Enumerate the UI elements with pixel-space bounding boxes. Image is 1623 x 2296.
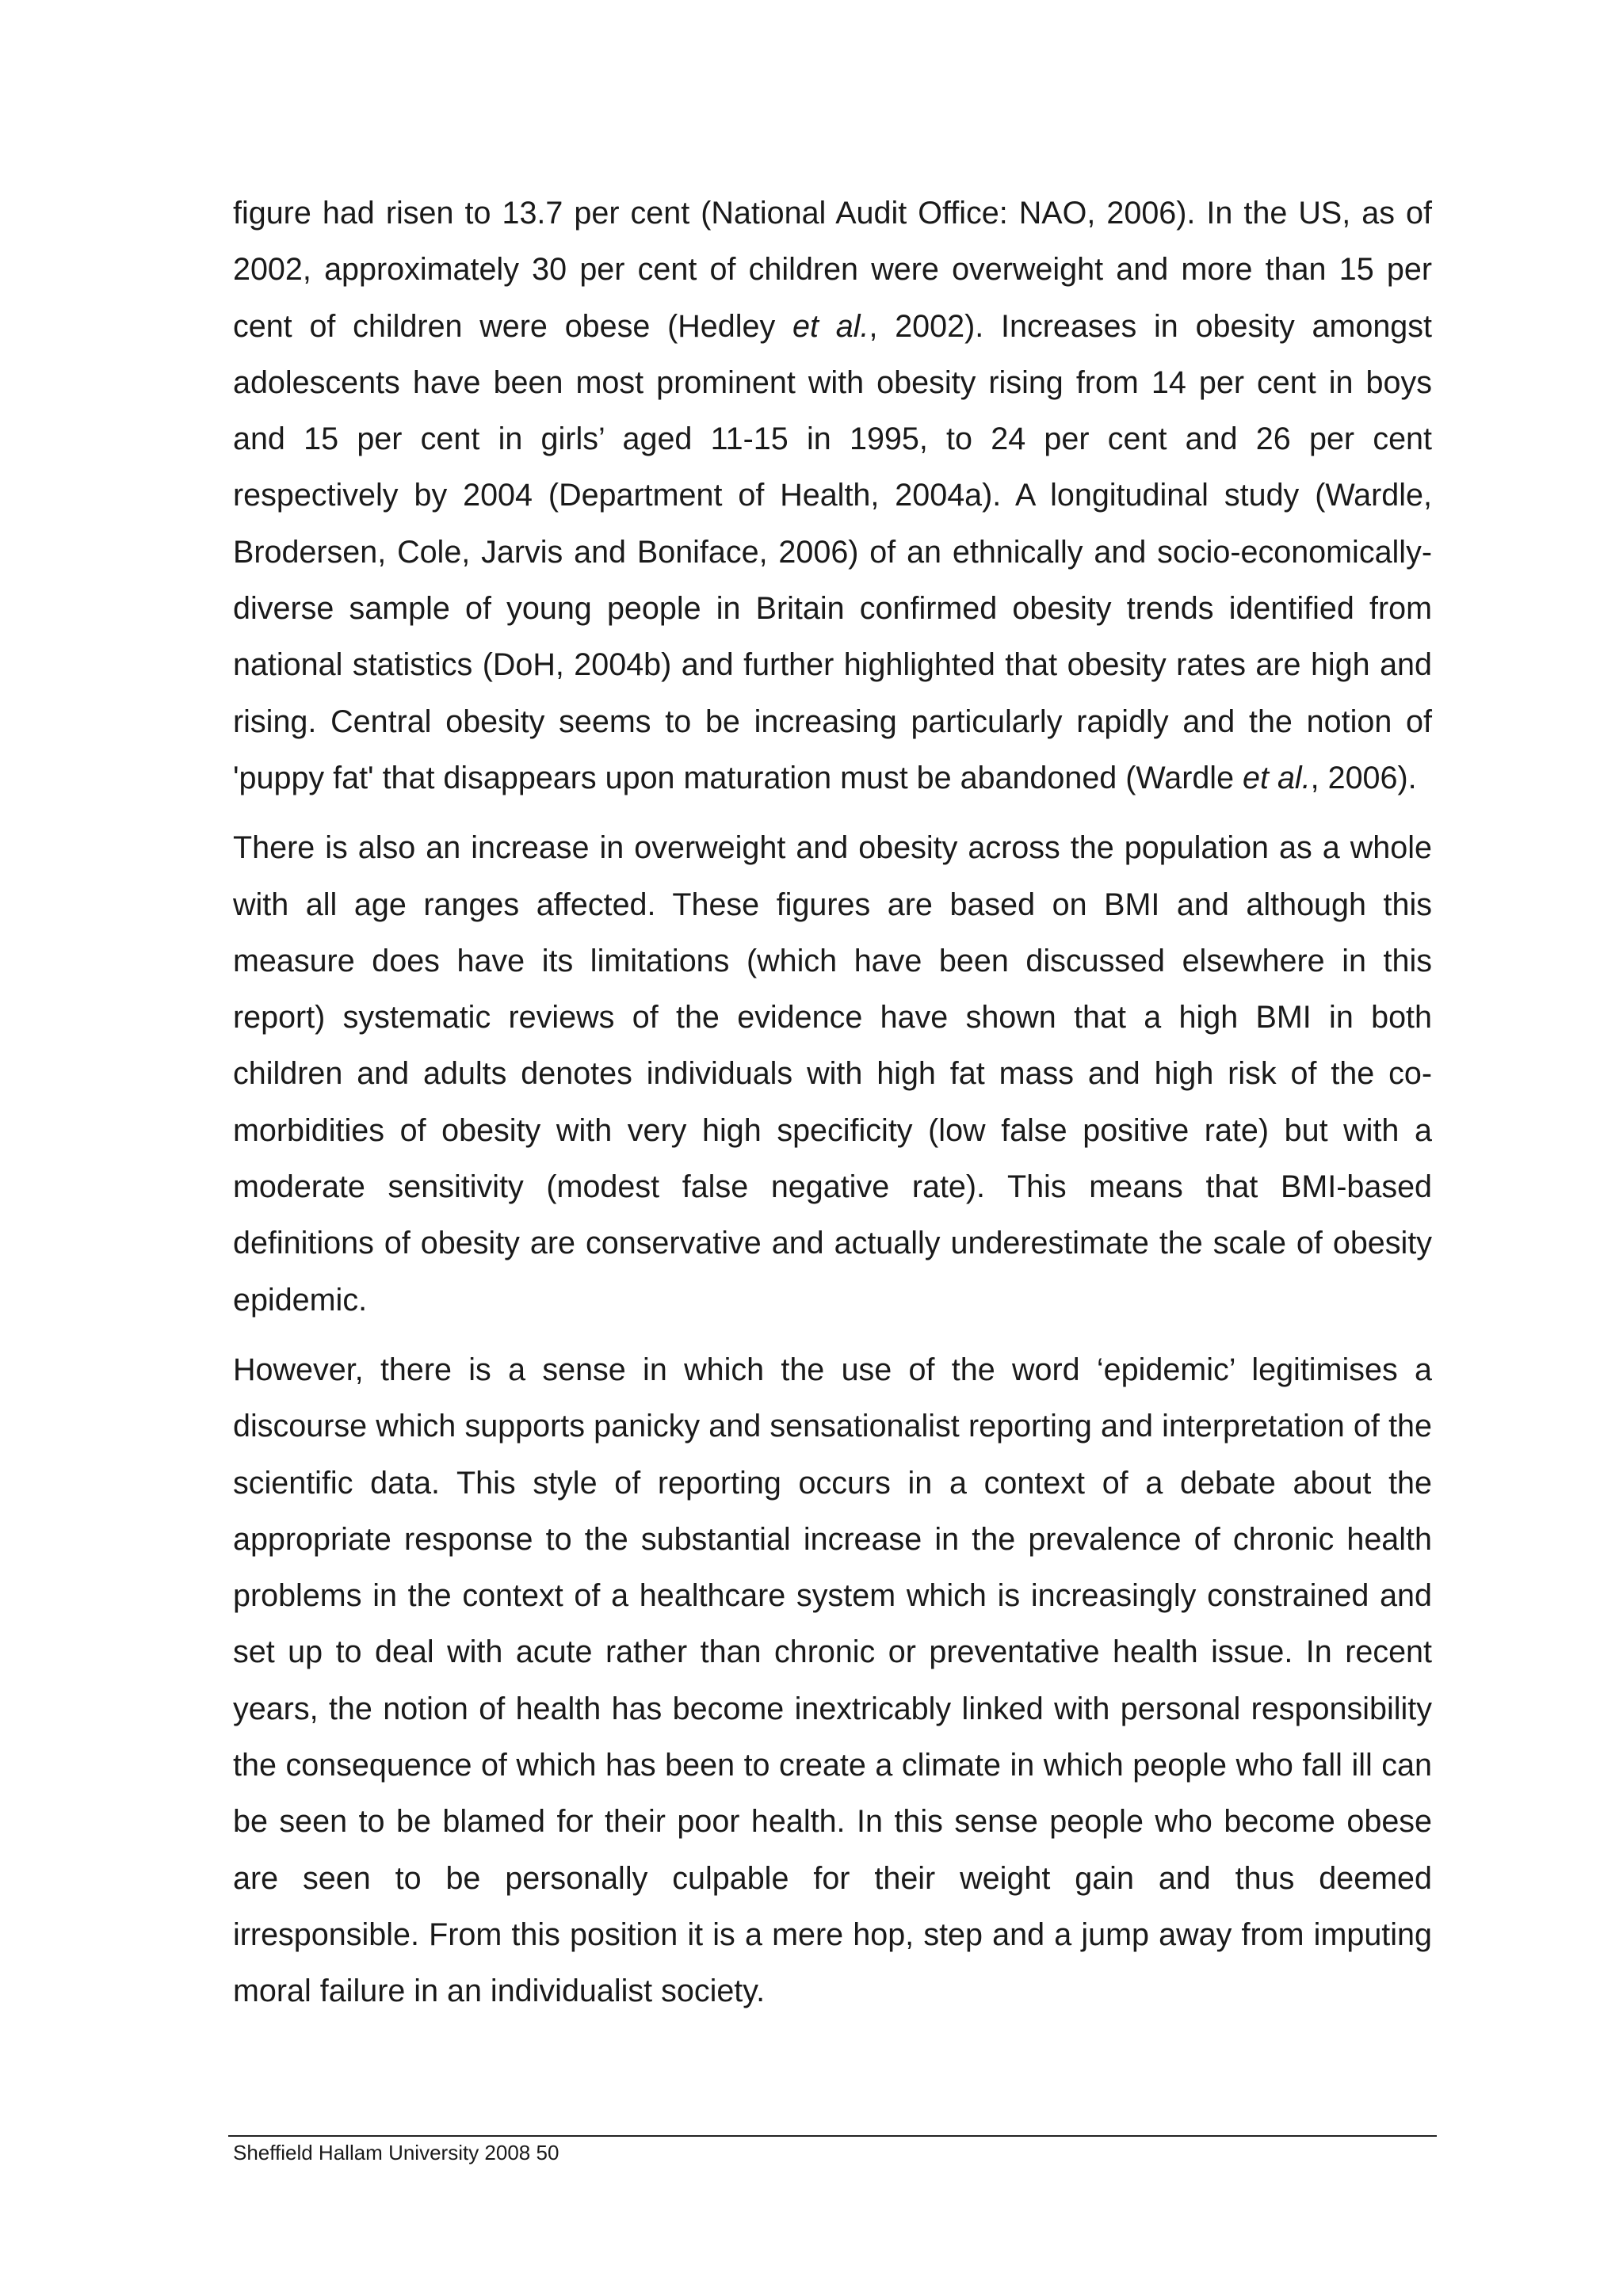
footer-divider [228, 2135, 1437, 2137]
body-text [233, 185, 1432, 2034]
text-run: , 2002). Increases in obesity amongst adolescents have been most prominent with obesity rising from 14 per cent in boys and 15 per cent in girls’ aged 11-15 in 1995, to 24 per cent and 26 per cent respectively by 2004 (Department of Health, 2004a). A longitudinal study (Wardle, Brodersen, Cole, Jarvis and Boniface, 2006) of an ethnically and socio-economically-diverse sample of young people in Britain confirmed obesity trends identified from national statistics (DoH, 2004b) and further highlighted that obesity rates are high and rising. Central obesity seems to be increasing particularly rapidly and the notion of 'puppy fat' that disappears upon maturation must be abandoned (Wardle [233, 308, 1433, 795]
paragraph-3 [233, 1342, 1432, 2020]
text-run: figure had risen to 13.7 per cent (National Audit Office: NAO, 2006). In the US, as of 2002, approximately 30 per cent of children were overweight and more than 15 per cent of children were obese (Hedley [233, 196, 1432, 344]
page-footer: Sheffield Hallam University 2008 50 [233, 2141, 559, 2164]
text-run: However, there is a sense in which the use of the word ‘epidemic’ legitimises a discourse which supports panicky and sensationalist reporting and interpretation of the scientific data. This style of reporting occurs in a context of a debate about the appropriate response to the substantial increase in the prevalence of chronic health problems in the context of a healthcare system which is increasingly constrained and set up to deal with acute rather than chronic or preventative health issue. In recent years, the notion of health has become inextricably linked with personal responsibility the consequence of which has been to create a climate in which people who fall ill can be seen to be blamed for their poor health. In this sense people who become obese are seen to be personally culpable for their weight gain and thus deemed irresponsible. From this position it is a mere hop, step and a jump away from imputing moral failure in an individualist society. [233, 1352, 1432, 2009]
italic-run: et al. [792, 308, 869, 344]
text-run: , 2006). [1310, 760, 1417, 795]
text-run: There is also an increase in overweight and obesity across the population as a whole with all age ranges affected. These figures are based on BMI and although this measure does have its limitations (which have been discussed elsewhere in this report) systematic reviews of the evidence have shown that a high BMI in both children and adults denotes individuals with high fat mass and high risk of the co-morbidities of obesity with very high specificity (low false positive rate) but with a moderate sensitivity (modest false negative rate). This means that BMI-based definitions of obesity are conservative and actually underestimate the scale of obesity epidemic. [233, 830, 1432, 1318]
italic-run: et al. [1243, 760, 1311, 795]
paragraph-2 [233, 820, 1432, 1329]
paragraph-1 [233, 185, 1432, 807]
